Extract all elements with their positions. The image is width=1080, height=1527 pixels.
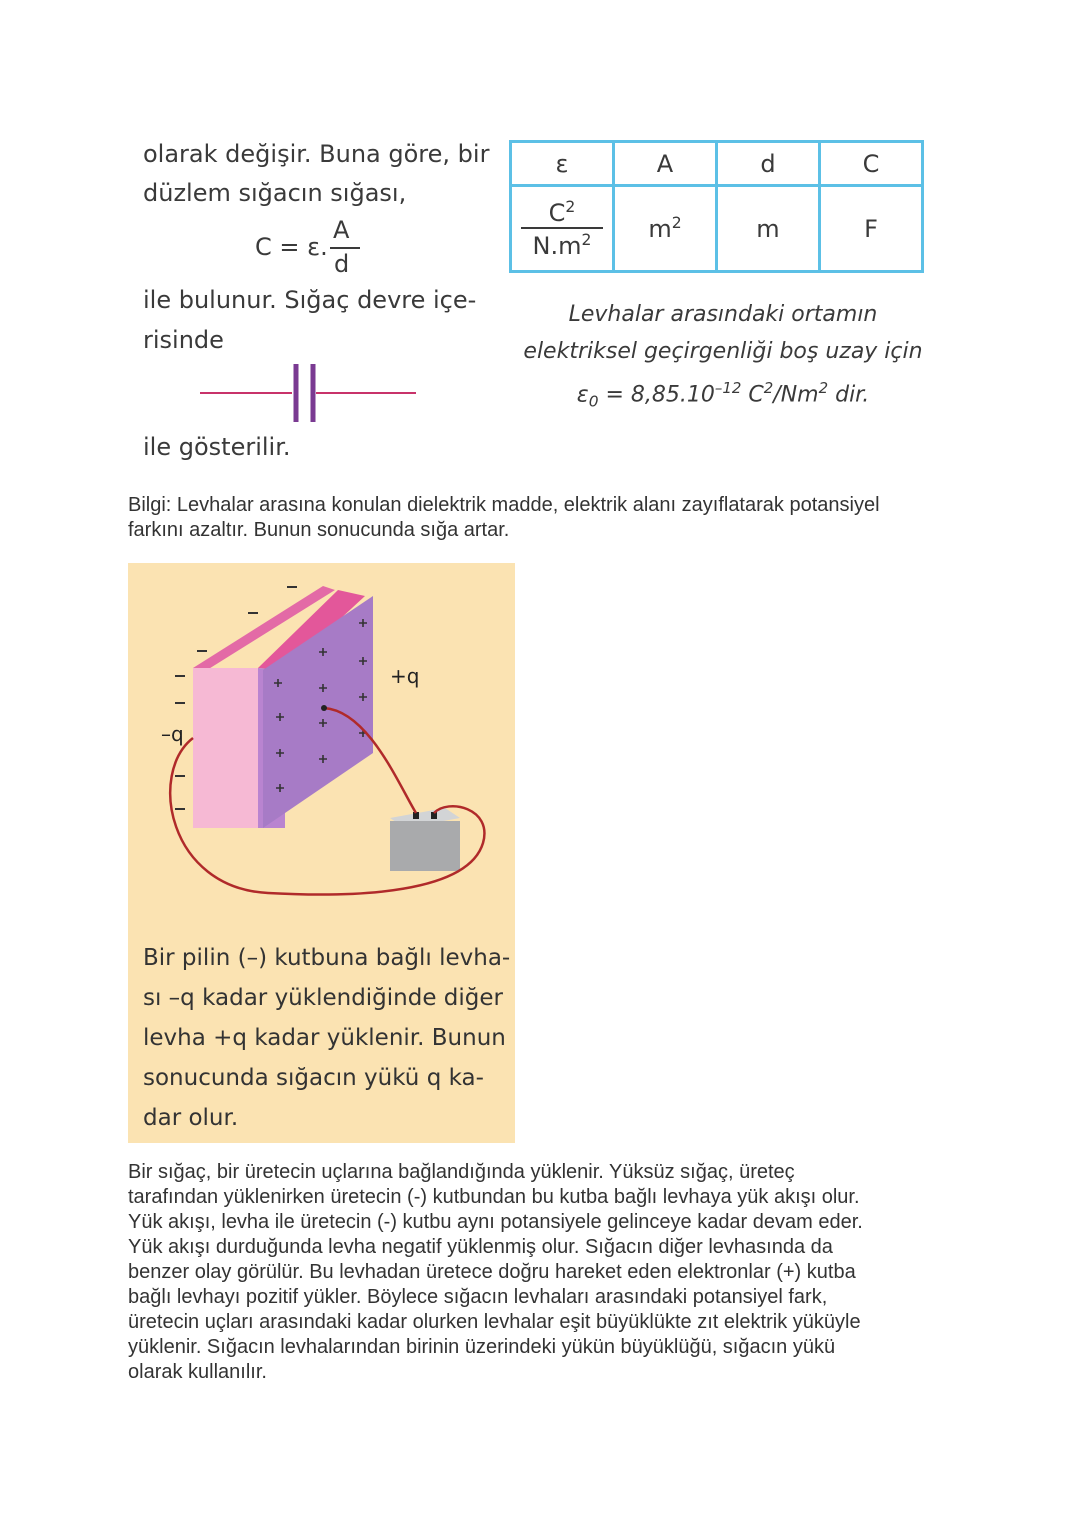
paragraph-line: benzer olay görülür. Bu levhadan üretece doğru hareket eden elektronlar (+) kutba [128,1261,856,1283]
fraction-bar [330,247,360,249]
text-line: ile gösterilir. [143,433,291,461]
battery-body [390,821,460,871]
unit-table [509,140,924,273]
cell-epsilon-unit [511,186,614,272]
figure-caption-line: sı –q kadar yüklendiğinde diğer [143,985,504,1011]
cell-distance-unit: m [717,186,820,272]
paragraph-line: yüklenir. Sığacın levhalarından birinin üzerindeki yükün büyüklüğü, sığacın yükü [128,1336,836,1358]
battery-terminal-negative [413,812,419,819]
epsilon-unit-fraction: $\frac{C^2}{N.m^2}$ [521,198,604,260]
header-epsilon: ε [511,142,614,186]
capacitor-illustration [128,563,515,938]
formula-numerator: A [333,216,350,244]
figure-caption-line: Bir pilin (–) kutbuna bağlı levha- [143,945,511,971]
capacitor-figure [128,563,515,1143]
text-line: risinde [143,326,224,354]
info-line: farkını azaltır. Bunun sonucunda sığa artar. [128,519,510,541]
figure-caption-line: sonucunda sığacın yükü q ka- [143,1065,484,1091]
cell-area-unit: $m^2$ [614,186,717,272]
text-line: düzlem sığacın sığası, [143,179,407,207]
battery-terminal-positive [431,812,437,819]
cell-capacitance-unit: F [820,186,923,272]
paragraph-line: bağlı levhayı pozitif yükler. Böylece sığacın levhaları arasındaki potansiyel fark, [128,1286,828,1308]
text-line: ile bulunur. Sığaç devre içe- [143,286,477,314]
paragraph-line: tarafından yüklenirken üretecin (-) kutbundan bu kutba bağlı levhaya yük akışı olur. [128,1186,860,1208]
table-unit-row [511,186,923,272]
formula-denominator: d [334,250,350,278]
figure-caption-line: dar olur. [143,1105,239,1131]
table-header-row [511,142,923,186]
figure-caption-line: levha +q kadar yüklenir. Bunun [143,1025,506,1051]
text-line: olarak değişir. Buna göre, bir [143,140,490,168]
caption-line: Levhalar arasındaki ortamın [568,302,878,327]
info-line: Bilgi: Levhalar arasına konulan dielektrik madde, elektrik alanı zayıflatarak potansiyel [128,494,880,516]
wire-contact-point [321,705,327,711]
paragraph-line: Yük akışı durduğunda levha negatif yüklenmiş olur. Sığacın diğer levhasında da [128,1236,833,1258]
caption-formula: $\varepsilon_0 = 8,85.10^{-12}$ $C^2/Nm^2$ dir. [576,379,870,411]
permittivity-caption [508,296,938,421]
paragraph-line: olarak kullanılır. [128,1361,267,1383]
header-distance: d [717,142,820,186]
label-negative-charge: –q [161,722,184,746]
caption-line: elektriksel geçirgenliği boş uzay için [523,339,923,364]
paragraph-line: Bir sığaç, bir üretecin uçlarına bağlandığında yüklenir. Yüksüz sığaç, üreteç [128,1161,795,1183]
paragraph-line: üretecin uçları arasındaki kadar olurken levhalar eşit büyüklükte zıt elektrik yüküyle [128,1311,861,1333]
header-area: A [614,142,717,186]
paragraph-line: Yük akışı, levha ile üretecin (-) kutbu aynı potansiyele gelinceye kadar devam eder. [128,1211,863,1233]
label-positive-charge: +q [390,664,420,688]
left-plate-front [193,668,258,828]
capacitor-symbol [196,362,420,424]
header-capacitance: C [820,142,923,186]
formula-lhs: C = ε. [255,233,328,261]
